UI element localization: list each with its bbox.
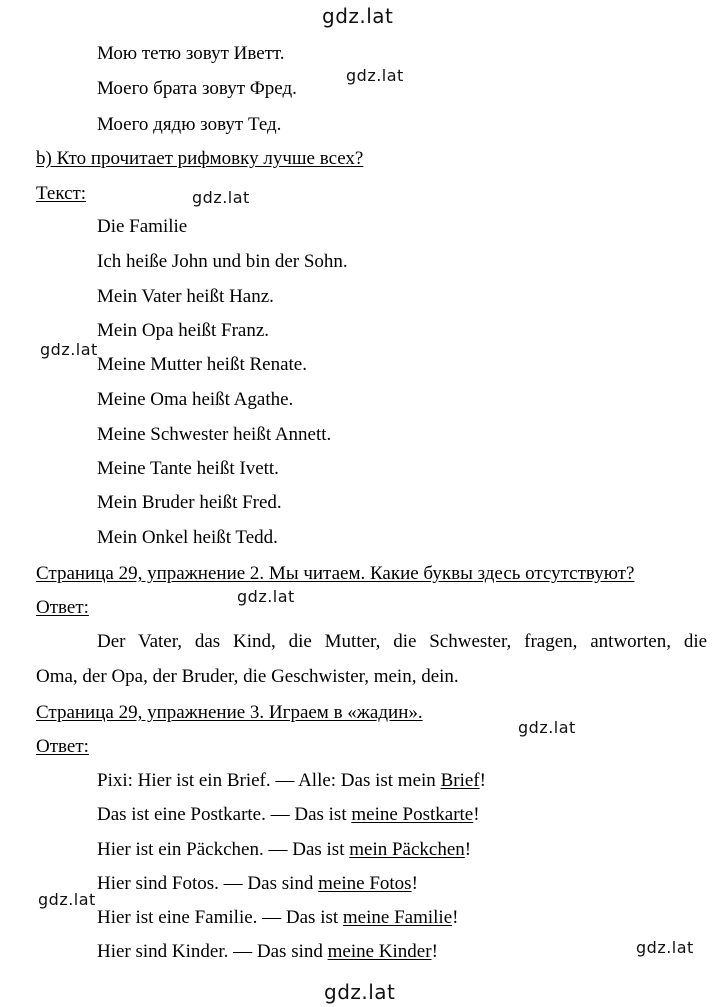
exercise3-heading: Страница 29, упражнение 3. Играем в «жадин». bbox=[36, 702, 423, 723]
word: die Mutter, bbox=[288, 631, 381, 652]
punctuation: ! bbox=[431, 941, 438, 962]
watermark: gdz.lat bbox=[38, 890, 96, 909]
underlined-answer: Brief bbox=[440, 770, 480, 791]
exercise3-answer-line bbox=[97, 873, 418, 895]
word: die Schwester, bbox=[393, 631, 512, 652]
line-text: Hier sind Fotos. — Das sind bbox=[97, 873, 319, 894]
underlined-answer: meine Kinder bbox=[327, 941, 432, 962]
watermark: gdz.lat bbox=[237, 587, 295, 606]
underlined-answer: meine Fotos bbox=[318, 873, 412, 894]
exercise3-answer-label: Ответ: bbox=[36, 736, 89, 757]
poem-line: Meine Oma heißt Agathe. bbox=[97, 389, 294, 410]
watermark: gdz.lat bbox=[636, 938, 694, 957]
underlined-answer: meine Familie bbox=[342, 907, 453, 928]
punctuation: ! bbox=[464, 839, 472, 860]
exercise2-answer-label: Ответ: bbox=[36, 597, 89, 618]
watermark: gdz.lat bbox=[346, 66, 404, 85]
text-label: Текст: bbox=[36, 183, 87, 204]
exercise3-answer-line bbox=[97, 770, 486, 792]
intro-line: Моего брата зовут Фред. bbox=[97, 78, 297, 99]
exercise2-answer-line2: Oma, der Opa, der Bruder, die Geschwister, mein, dein. bbox=[36, 666, 459, 687]
line-text: Hier ist eine Familie. — Das ist bbox=[97, 907, 343, 928]
intro-line: Мою тетю зовут Иветт. bbox=[97, 43, 285, 64]
underlined-answer: mein Päckchen bbox=[349, 839, 465, 860]
poem-line: Mein Vater heißt Hanz. bbox=[97, 286, 274, 307]
poem-line: Mein Onkel heißt Tedd. bbox=[97, 527, 278, 548]
exercise2-answer-line1 bbox=[97, 631, 707, 653]
word: die bbox=[683, 631, 708, 652]
poem-title: Die Familie bbox=[97, 216, 188, 237]
exercise3-answer-line bbox=[97, 941, 438, 963]
poem-line: Mein Bruder heißt Fred. bbox=[97, 492, 282, 513]
poem-line: Mein Opa heißt Franz. bbox=[97, 320, 270, 341]
line-text: Hier sind Kinder. — Das sind bbox=[97, 941, 328, 962]
poem-line: Ich heiße John und bin der Sohn. bbox=[97, 251, 348, 272]
line-text: Pixi: Hier ist ein Brief. — Alle: Das ist mein bbox=[97, 770, 441, 791]
poem-line: Meine Schwester heißt Annett. bbox=[97, 424, 332, 445]
section-b-heading: b) Кто прочитает рифмовку лучше всех? bbox=[36, 148, 364, 169]
underlined-answer: meine Postkarte bbox=[351, 804, 474, 825]
watermark: gdz.lat bbox=[518, 718, 576, 737]
watermark: gdz.lat bbox=[192, 188, 250, 207]
watermark-bottom: gdz.lat bbox=[324, 980, 396, 1004]
line-text: Das ist eine Postkarte. — Das ist bbox=[97, 804, 352, 825]
line-text: Hier ist ein Päckchen. — Das ist bbox=[97, 839, 350, 860]
punctuation: ! bbox=[452, 907, 459, 928]
poem-line: Meine Mutter heißt Renate. bbox=[97, 354, 307, 375]
exercise3-answer-line bbox=[97, 907, 458, 929]
word: antworten, bbox=[590, 631, 671, 652]
watermark: gdz.lat bbox=[40, 340, 98, 359]
poem-line: Meine Tante heißt Ivett. bbox=[97, 458, 279, 479]
exercise3-answer-line bbox=[97, 804, 480, 826]
word: fragen, bbox=[524, 631, 578, 652]
exercise3-answer-line bbox=[97, 839, 471, 861]
punctuation: ! bbox=[479, 770, 486, 791]
word: das Kind, bbox=[194, 631, 276, 652]
exercise2-heading: Страница 29, упражнение 2. Мы читаем. Какие буквы здесь отсутствуют? bbox=[36, 563, 635, 584]
punctuation: ! bbox=[411, 873, 418, 894]
punctuation: ! bbox=[473, 804, 480, 825]
word: Der Vater, bbox=[97, 631, 183, 652]
intro-line: Моего дядю зовут Тед. bbox=[97, 114, 282, 135]
watermark-top: gdz.lat bbox=[322, 4, 394, 28]
